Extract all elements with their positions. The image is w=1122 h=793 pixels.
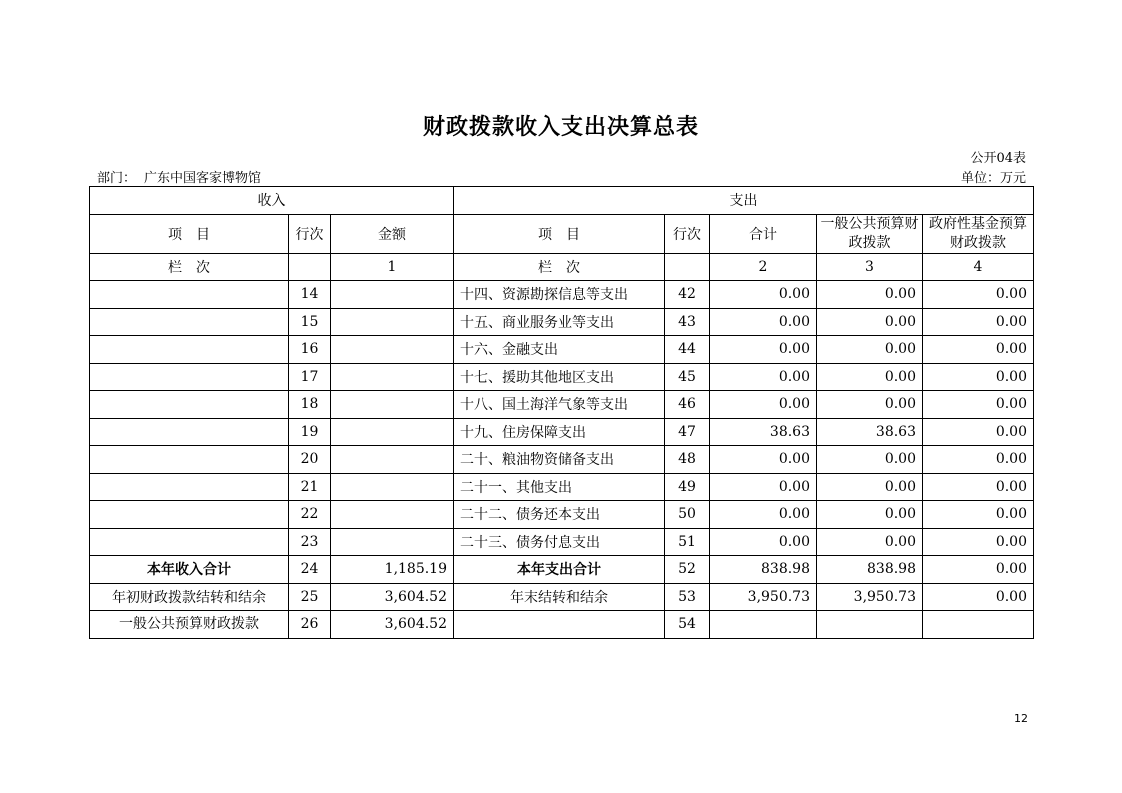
income-item (90, 281, 289, 309)
income-item (90, 473, 289, 501)
expense-item: 十五、商业服务业等支出 (454, 308, 665, 336)
expense-total: 0.00 (710, 391, 817, 419)
expense-gov-fund: 0.00 (923, 308, 1034, 336)
expense-general-budget: 38.63 (817, 418, 923, 446)
income-amount (331, 281, 454, 309)
income-item (90, 446, 289, 474)
page-number: 12 (1014, 712, 1028, 725)
table-row (90, 336, 1034, 364)
expense-total: 0.00 (710, 501, 817, 529)
index-income-label: 栏 次 (90, 253, 289, 281)
section-income: 收入 (90, 187, 454, 215)
expense-item: 十七、援助其他地区支出 (454, 363, 665, 391)
income-row-no: 21 (289, 473, 331, 501)
header-expense-item: 项 目 (454, 214, 665, 253)
expense-item: 十六、金融支出 (454, 336, 665, 364)
expense-gov-fund: 0.00 (923, 446, 1034, 474)
expense-row-no: 46 (665, 391, 710, 419)
income-row-no: 19 (289, 418, 331, 446)
expense-row-no: 51 (665, 528, 710, 556)
income-carryover-label: 年初财政拨款结转和结余 (90, 583, 289, 611)
income-row-no: 15 (289, 308, 331, 336)
income-item (90, 363, 289, 391)
expense-gov-fund: 0.00 (923, 556, 1034, 584)
expense-general-budget: 0.00 (817, 363, 923, 391)
expense-row-no: 54 (665, 611, 710, 639)
expense-total: 0.00 (710, 281, 817, 309)
table-row (90, 501, 1034, 529)
expense-row-no: 48 (665, 446, 710, 474)
expense-item: 十八、国土海洋气象等支出 (454, 391, 665, 419)
expense-general-budget: 0.00 (817, 501, 923, 529)
summary-row (90, 583, 1034, 611)
expense-general-budget (817, 611, 923, 639)
expense-general-budget: 0.00 (817, 528, 923, 556)
expense-item: 二十三、债务付息支出 (454, 528, 665, 556)
expense-general-budget: 0.00 (817, 281, 923, 309)
department-label: 部门： (97, 171, 137, 186)
expense-general-budget: 0.00 (817, 473, 923, 501)
income-row-no: 26 (289, 611, 331, 639)
expense-row-no: 53 (665, 583, 710, 611)
expense-total: 0.00 (710, 308, 817, 336)
income-row-no: 24 (289, 556, 331, 584)
income-item (90, 501, 289, 529)
expense-total: 38.63 (710, 418, 817, 446)
income-general-budget-label: 一般公共预算财政拨款 (90, 611, 289, 639)
department-value: 广东中国客家博物馆 (144, 171, 262, 186)
header-total: 合计 (710, 214, 817, 253)
column-index-row (90, 253, 1034, 281)
income-row-no: 23 (289, 528, 331, 556)
income-amount: 3,604.52 (331, 583, 454, 611)
expense-total: 838.98 (710, 556, 817, 584)
income-row-no: 22 (289, 501, 331, 529)
index-total: 2 (710, 253, 817, 281)
expense-item: 十四、资源勘探信息等支出 (454, 281, 665, 309)
table-row (90, 528, 1034, 556)
income-item (90, 418, 289, 446)
income-total-label: 本年收入合计 (90, 556, 289, 584)
expense-total: 0.00 (710, 528, 817, 556)
income-row-no: 16 (289, 336, 331, 364)
header-income-item: 项 目 (90, 214, 289, 253)
income-amount (331, 446, 454, 474)
expense-total-label: 本年支出合计 (454, 556, 665, 584)
expense-total: 0.00 (710, 363, 817, 391)
income-amount (331, 391, 454, 419)
expense-item: 十九、住房保障支出 (454, 418, 665, 446)
expense-item: 二十二、债务还本支出 (454, 501, 665, 529)
index-income-row-no (289, 253, 331, 281)
index-amount: 1 (331, 253, 454, 281)
summary-row (90, 611, 1034, 639)
header-income-row-no: 行次 (289, 214, 331, 253)
expense-total: 0.00 (710, 336, 817, 364)
income-amount (331, 336, 454, 364)
expense-general-budget: 0.00 (817, 446, 923, 474)
expense-gov-fund: 0.00 (923, 501, 1034, 529)
table-row (90, 363, 1034, 391)
index-gov-fund: 4 (923, 253, 1034, 281)
expense-gov-fund: 0.00 (923, 363, 1034, 391)
expense-row-no: 52 (665, 556, 710, 584)
index-general-budget: 3 (817, 253, 923, 281)
income-row-no: 18 (289, 391, 331, 419)
expense-gov-fund (923, 611, 1034, 639)
expense-item (454, 611, 665, 639)
income-amount (331, 418, 454, 446)
table-row (90, 473, 1034, 501)
income-amount (331, 473, 454, 501)
expense-general-budget: 0.00 (817, 391, 923, 419)
income-item (90, 308, 289, 336)
income-row-no: 17 (289, 363, 331, 391)
expense-gov-fund: 0.00 (923, 473, 1034, 501)
expense-gov-fund: 0.00 (923, 418, 1034, 446)
department-line (97, 167, 261, 186)
expense-total: 3,950.73 (710, 583, 817, 611)
column-header-row (90, 214, 1034, 253)
expense-gov-fund: 0.00 (923, 281, 1034, 309)
header-general-budget: 一般公共预算财政拨款 (817, 214, 923, 253)
expense-general-budget: 3,950.73 (817, 583, 923, 611)
table-row (90, 418, 1034, 446)
section-header-row (90, 187, 1034, 215)
table-row (90, 281, 1034, 309)
expense-total (710, 611, 817, 639)
income-item (90, 391, 289, 419)
expense-row-no: 44 (665, 336, 710, 364)
summary-row (90, 556, 1034, 584)
expense-row-no: 47 (665, 418, 710, 446)
index-expense-row-no (665, 253, 710, 281)
expense-carryover-label: 年末结转和结余 (454, 583, 665, 611)
income-amount (331, 308, 454, 336)
income-row-no: 20 (289, 446, 331, 474)
section-expense: 支出 (454, 187, 1034, 215)
table-row (90, 391, 1034, 419)
header-income-amount: 金额 (331, 214, 454, 253)
income-amount (331, 501, 454, 529)
expense-total: 0.00 (710, 446, 817, 474)
income-amount: 3,604.52 (331, 611, 454, 639)
unit-label: 单位：万元 (960, 171, 1026, 186)
expense-row-no: 49 (665, 473, 710, 501)
expense-item: 二十一、其他支出 (454, 473, 665, 501)
budget-table (89, 186, 1034, 639)
table-row (90, 446, 1034, 474)
income-item (90, 528, 289, 556)
income-item (90, 336, 289, 364)
expense-row-no: 43 (665, 308, 710, 336)
expense-total: 0.00 (710, 473, 817, 501)
income-row-no: 25 (289, 583, 331, 611)
expense-gov-fund: 0.00 (923, 336, 1034, 364)
page-title: 财政拨款收入支出决算总表 (422, 114, 699, 140)
expense-gov-fund: 0.00 (923, 391, 1034, 419)
income-row-no: 14 (289, 281, 331, 309)
income-amount: 1,185.19 (331, 556, 454, 584)
expense-general-budget: 0.00 (817, 336, 923, 364)
expense-row-no: 42 (665, 281, 710, 309)
expense-item: 二十、粮油物资储备支出 (454, 446, 665, 474)
expense-row-no: 45 (665, 363, 710, 391)
header-expense-row-no: 行次 (665, 214, 710, 253)
expense-gov-fund: 0.00 (923, 528, 1034, 556)
expense-general-budget: 838.98 (817, 556, 923, 584)
table-row (90, 308, 1034, 336)
form-number: 公开04表 (970, 151, 1026, 166)
income-amount (331, 363, 454, 391)
expense-row-no: 50 (665, 501, 710, 529)
expense-general-budget: 0.00 (817, 308, 923, 336)
expense-gov-fund: 0.00 (923, 583, 1034, 611)
income-amount (331, 528, 454, 556)
index-expense-label: 栏 次 (454, 253, 665, 281)
header-gov-fund: 政府性基金预算财政拨款 (923, 214, 1034, 253)
